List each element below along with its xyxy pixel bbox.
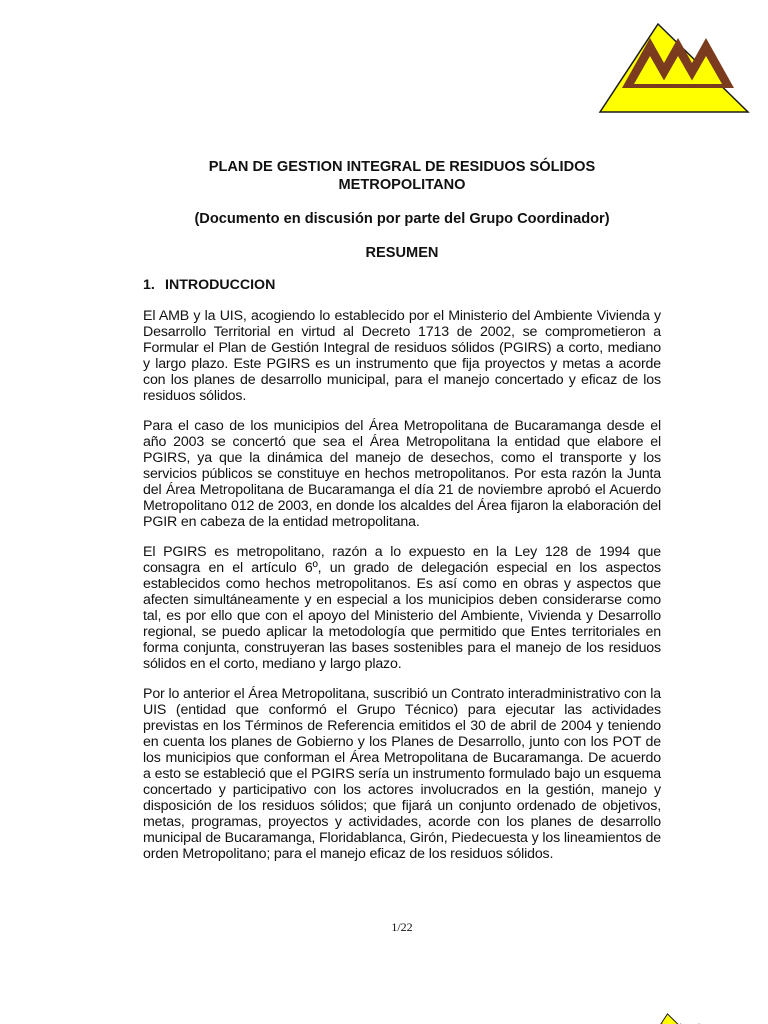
document-subtitle: (Documento en discusión por parte del Grupo Coordinador) — [194, 211, 610, 227]
section-number: 1. — [143, 277, 155, 293]
summary-heading: RESUMEN — [365, 245, 439, 261]
section-heading — [143, 276, 661, 294]
title-line-2: METROPOLITANO — [338, 177, 466, 193]
amb-logo-icon — [628, 1010, 728, 1024]
amb-logo-icon — [598, 18, 750, 118]
title-line-1: PLAN DE GESTION INTEGRAL DE RESIDUOS SÓLIDOS — [208, 159, 596, 175]
document-body — [143, 158, 661, 862]
document-title — [143, 158, 661, 194]
paragraph: El PGIRS es metropolitano, razón a lo expuesto en la Ley 128 de 1994 que consagra en el artículo 6º, un grado de delegación especial en los aspectos establecidos como hechos metropolitanos. Es así como en obras y aspectos que afecten simultáneamente y en especial a los municipios deben considerarse como tal, es por ello que con el apoyo del Ministerio del Ambiente, Vivienda y Desarrollo regional, se puedo aplicar la metodología que permitido que Entes territoriales en forma conjunta, construyeran las bases sostenibles para el manejo de los residuos sólidos en el corto, mediano y largo plazo. — [143, 544, 661, 672]
page-number: 1/22 — [391, 920, 413, 934]
paragraph: Para el caso de los municipios del Área Metropolitana de Bucaramanga desde el año 2003 se concertó que sea el Área Metropolitana la entidad que elabore el PGIRS, ya que la dinámica del manejo de desechos, como el transporte y los servicios públicos se constituye en hechos metropolitanos. Por esta razón la Junta del Área Metropolitana de Bucaramanga el día 21 de noviembre aprobó el Acuerdo Metropolitano 012 de 2003, en donde los alcaldes del Área fijaron la elaboración del PGIR en cabeza de la entidad metropolitana. — [143, 418, 661, 530]
section-title: INTRODUCCION — [165, 277, 276, 293]
paragraph: Por lo anterior el Área Metropolitana, suscribió un Contrato interadministrativo con la UIS (entidad que conformó el Grupo Técnico) para ejecutar las actividades previstas en los Términos de Referencia emitidos el 30 de abril de 2004 y teniendo en cuenta los planes de Gobierno y los Planes de Desarrollo, junto con los POT de los municipios que conforman el Área Metropolitana de Bucaramanga. De acuerdo a esto se estableció que el PGIRS sería un instrumento formulado bajo un esquema concertado y participativo con los actores involucrados en la gestión, manejo y disposición de los residuos sólidos; que fijará un conjunto ordenado de objetivos, metas, programas, proyectos y actividades, acorde con los planes de desarrollo municipal de Bucaramanga, Floridablanca, Girón, Piedecuesta y los lineamientos de orden Metropolitano; para el manejo eficaz de los residuos sólidos. — [143, 686, 661, 862]
paragraph: El AMB y la UIS, acogiendo lo establecido por el Ministerio del Ambiente Vivienda y Desarrollo Territorial en virtud al Decreto 1713 de 2002, se comprometieron a Formular el Plan de Gestión Integral de residuos sólidos (PGIRS) a corto, mediano y largo plazo. Este PGIRS es un instrumento que fija proyectos y metas a acorde con los planes de desarrollo municipal, para el manejo concertado y eficaz de los residuos sólidos. — [143, 308, 661, 404]
